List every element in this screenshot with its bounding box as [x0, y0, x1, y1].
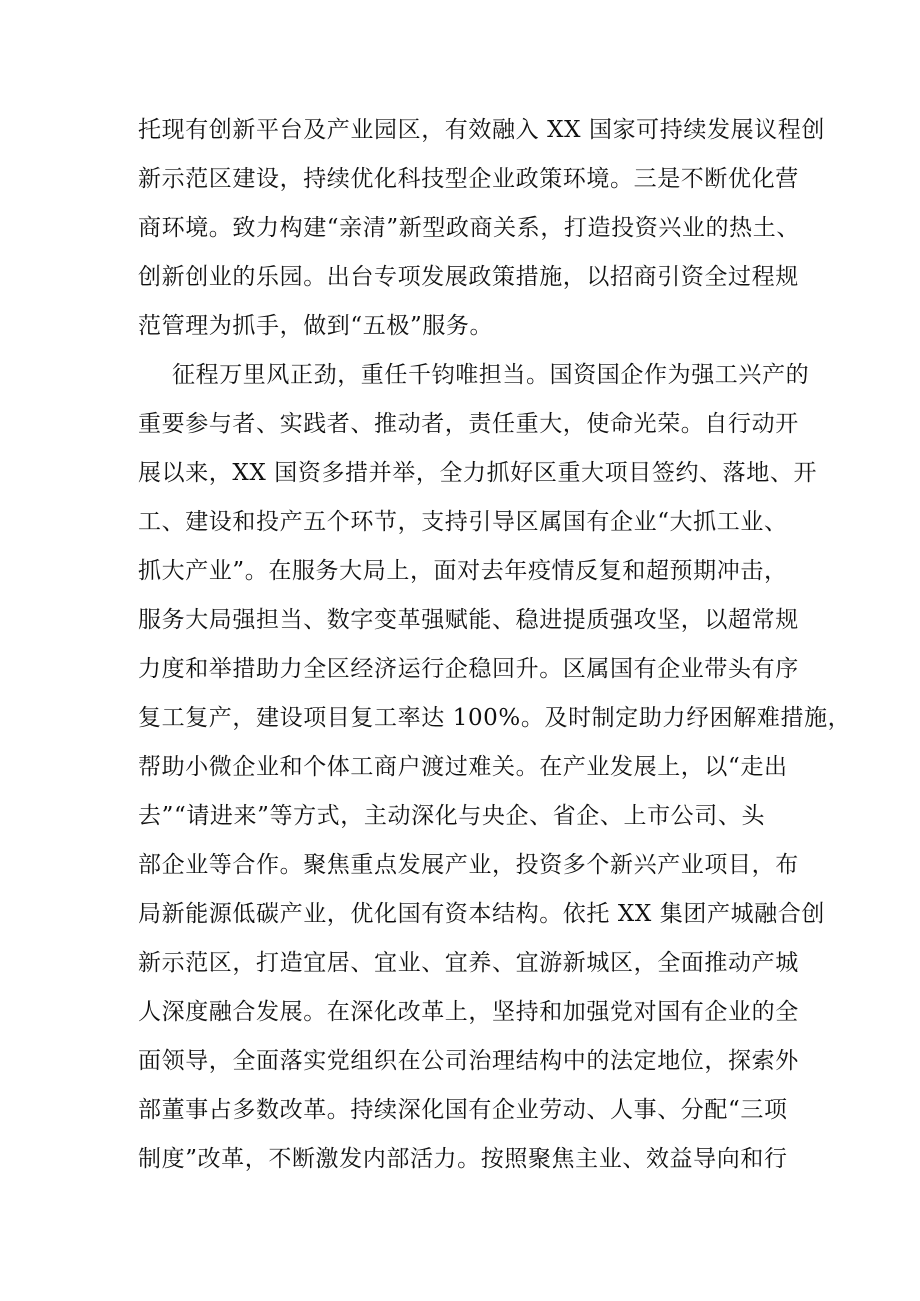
text-line: 展以来，XX 国资多措并举，全力抓好区重大项目签约、落地、开	[138, 460, 818, 486]
text-line: 力度和举措助力全区经济运行企稳回升。区属国有企业带头有序	[138, 656, 799, 682]
text-line: 工、建设和投产五个环节，支持引导区属国有企业“大抓工业、	[138, 509, 788, 535]
text-line: 部董事占多数改革。持续深化国有企业劳动、人事、分配“三项	[138, 1097, 788, 1123]
text-line: 重要参与者、实践者、推动者，责任重大，使命光荣。自行动开	[138, 411, 799, 437]
text-line: 征程万里风正劲，重任千钧唯担当。国资国企作为强工兴产的	[172, 362, 810, 388]
text-line: 帮助小微企业和个体工商户渡过难关。在产业发展上，以“走出	[138, 754, 788, 780]
text-line: 面领导，全面落实党组织在公司治理结构中的法定地位，探索外	[138, 1048, 799, 1074]
text-line: 局新能源低碳产业，优化国有资本结构。依托 XX 集团产城融合创	[138, 901, 825, 927]
text-line: 抓大产业”。在服务大局上，面对去年疫情反复和超预期冲击，	[138, 558, 788, 584]
text-line: 去”“请进来”等方式，主动深化与央企、省企、上市公司、头	[138, 803, 766, 829]
text-line: 新示范区建设，持续优化科技型企业政策环境。三是不断优化营	[138, 166, 799, 192]
text-line: 服务大局强担当、数字变革强赋能、稳进提质强攻坚，以超常规	[138, 607, 799, 633]
text-line: 制度”改革，不断激发内部活力。按照聚焦主业、效益导向和行	[138, 1146, 788, 1172]
text-line: 托现有创新平台及产业园区，有效融入 XX 国家可持续发展议程创	[138, 117, 825, 143]
text-line: 新示范区，打造宜居、宜业、宜养、宜游新城区，全面推动产城	[138, 950, 799, 976]
text-line: 创新创业的乐园。出台专项发展政策措施，以招商引资全过程规	[138, 264, 799, 290]
text-line: 部企业等合作。聚焦重点发展产业，投资多个新兴产业项目，布	[138, 852, 799, 878]
text-line: 人深度融合发展。在深化改革上，坚持和加强党对国有企业的全	[138, 999, 799, 1025]
text-line: 商环境。致力构建“亲清”新型政商关系，打造投资兴业的热土、	[138, 215, 800, 241]
text-line: 范管理为抓手，做到“五极”服务。	[138, 313, 494, 339]
text-line: 复工复产，建设项目复工率达 100%。及时制定助力纾困解难措施，	[138, 705, 852, 731]
